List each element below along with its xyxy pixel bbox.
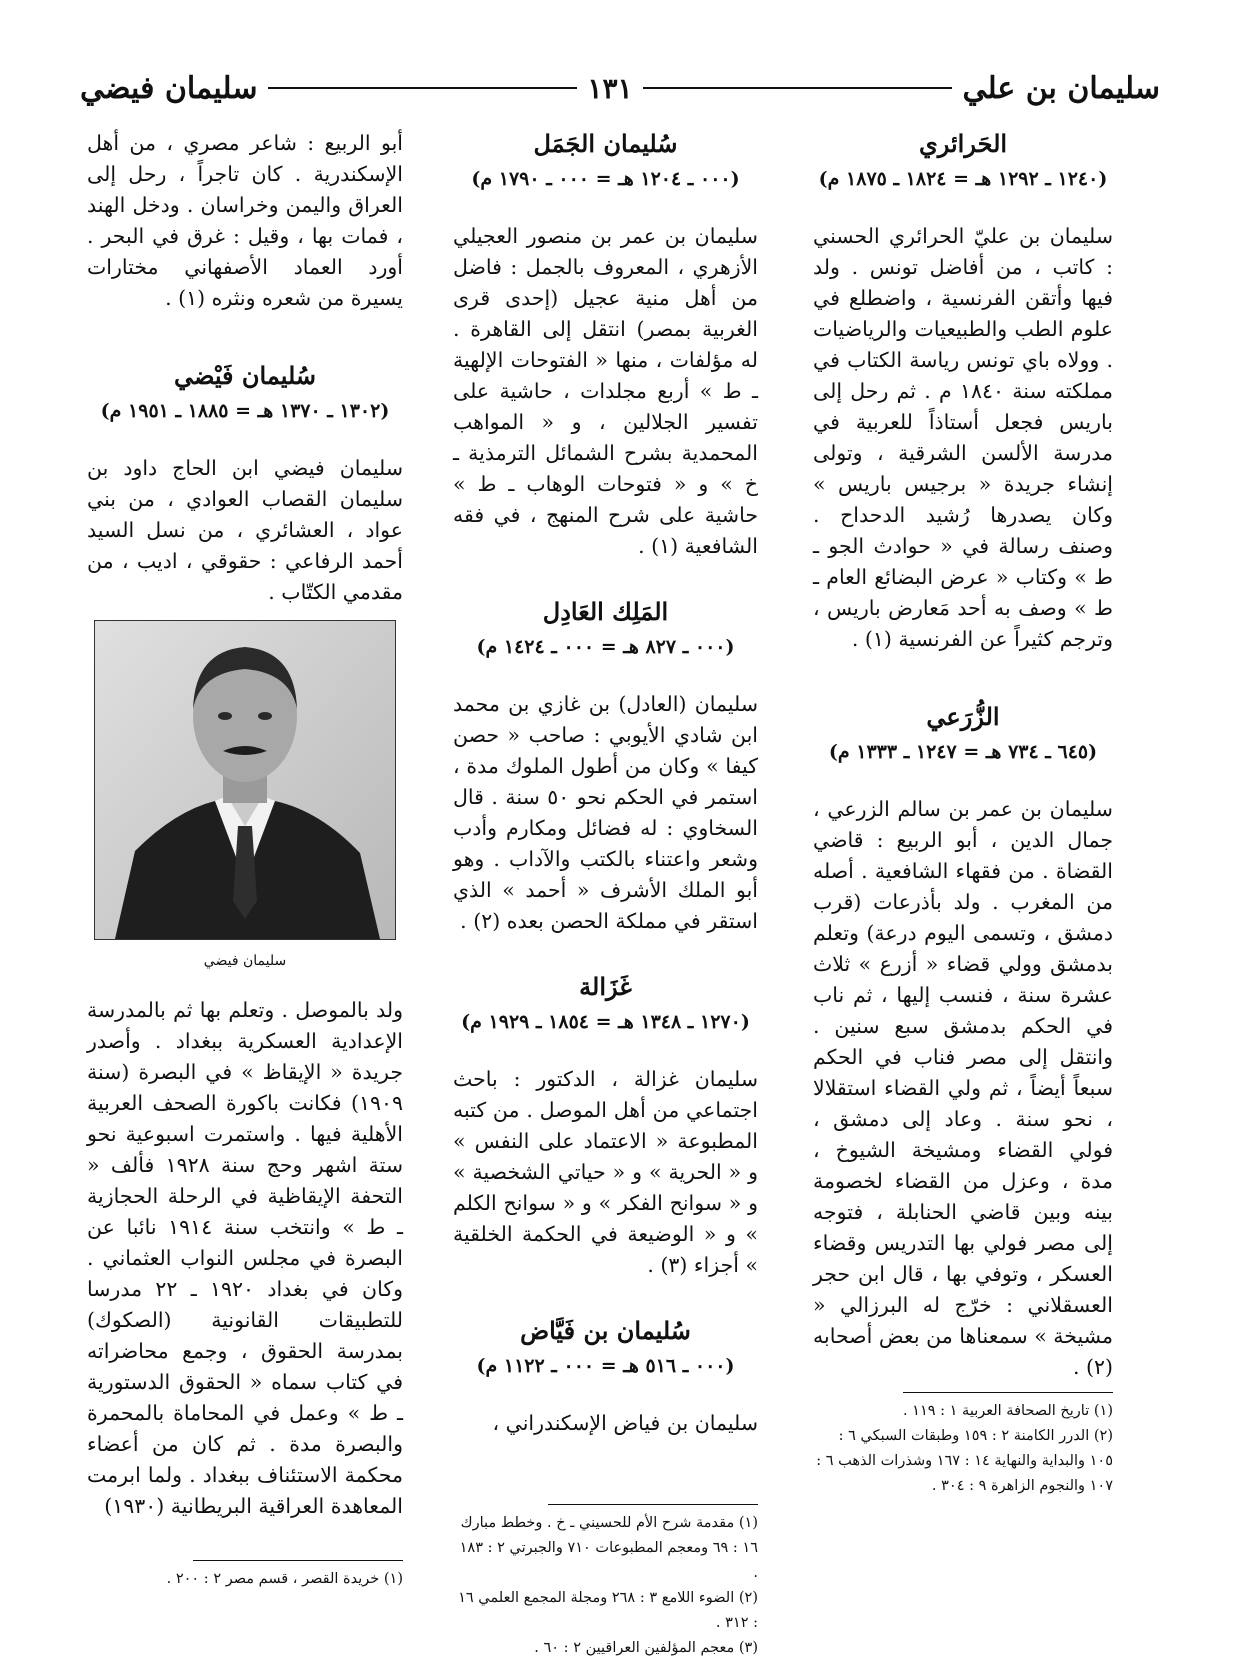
running-title-right: سليمان بن علي bbox=[962, 70, 1160, 106]
entry-title: الحَرائري bbox=[918, 129, 1008, 158]
entry-dates: (١٣٠٢ ـ ١٣٧٠ هـ = ١٨٨٥ ـ ١٩٥١ م) bbox=[100, 400, 390, 422]
entry-dates: (٦٤٥ ـ ٧٣٤ هـ = ١٢٤٧ ـ ١٣٣٣ م) bbox=[828, 741, 1098, 763]
portrait-caption: سليمان فيضي bbox=[203, 953, 287, 969]
middle-column bbox=[453, 128, 758, 1439]
header-rule bbox=[268, 87, 578, 89]
footnote-rule bbox=[193, 1560, 403, 1561]
entry-dates: (٠٠٠ ـ ٥١٦ هـ = ٠٠٠ ـ ١١٢٢ م) bbox=[476, 1355, 735, 1377]
entry-body: سليمان غزالة ، الدكتور : باحث اجتماعي من أهل الموصل . من كتبه المطبوعة « الاعتماد على النفس » و « الحرية » و « حياتي الشخصية » و « سوانح الفكر » و « سوانح الكلم » و « الوضيعة في الحكمة الخلقية » أجزاء (٣) . bbox=[453, 1067, 758, 1277]
entry-body: سليمان بن فياض الإسكندراني ، bbox=[492, 1411, 758, 1435]
entry-title: سُليمان الجَمَل bbox=[533, 129, 678, 158]
footnote: (١) خريدة القصر ، قسم مصر ٢ : ٢٠٠ . bbox=[166, 1571, 403, 1587]
footnotes-middle bbox=[453, 1504, 758, 1661]
entry-body: ولد بالموصل . وتعلم بها ثم بالمدرسة الإعدادية العسكرية ببغداد . وأصدر جريدة « الإيقاظ » في البصرة (سنة ١٩٠٩) فكانت باكورة الصحف العربية الأهلية فيها . واستمرت اسبوعية نحو ستة اشهر وحج سنة ١٩٢٨ فألف « التحفة الإيقاظية في الرحلة الحجازية ـ ط » وانتخب سنة ١٩١٤ نائبا عن البصرة في مجلس النواب العثماني . وكان في بغداد ١٩٢٠ ـ ٢٢ مدرسا للتطبيقات القانونية (الصكوك) بمدرسة الحقوق ، وجمع محاضراته في كتاب سماه « الحقوق الدستورية ـ ط » وعمل في المحاماة بالمحمرة والبصرة مدة . ثم كان من أعضاء محكمة الاستئناف ببغداد . ولما ابرمت المعاهدة العراقية البريطانية (١٩٣٠) bbox=[87, 998, 403, 1518]
footnotes-left bbox=[87, 1560, 403, 1592]
running-header bbox=[80, 68, 1160, 108]
footnote: (٢) الدرر الكامنة ٢ : ١٥٩ وطبقات السبكي ٦ : ١٠٥ والبداية والنهاية ١٤ : ١٦٧ وشذرات الذهب ٦ : ١٠٧ والنجوم الزاهرة ٩ : ٣٠٤ . bbox=[816, 1428, 1113, 1494]
footnote: (١) تاريخ الصحافة العربية ١ : ١١٩ . bbox=[902, 1403, 1113, 1419]
entry-dates: (١٢٤٠ ـ ١٢٩٢ هـ = ١٨٢٤ ـ ١٨٧٥ م) bbox=[818, 168, 1108, 190]
footnote: (٢) الضوء اللامع ٣ : ٢٦٨ ومجلة المجمع العلمي ١٦ : ٣١٢ . bbox=[458, 1590, 758, 1631]
footnote-rule bbox=[903, 1392, 1113, 1393]
page-number: ١٣١ bbox=[587, 71, 633, 105]
right-column bbox=[813, 128, 1113, 1383]
footnote: (١) مقدمة شرح الأم للحسيني ـ خ . وخطط مبارك ١٦ : ٦٩ ومعجم المطبوعات ٧١٠ والجبرتي ٢ : ١٨٣ . bbox=[459, 1515, 758, 1581]
entry-continuation: أبو الربيع : شاعر مصري ، من أهل الإسكندرية . كان تاجراً ، رحل إلى العراق واليمن وخراسان . ودخل الهند ، فمات بها ، وقيل : غرق في البحر . أورد العماد الأصفهاني مختارات يسيرة من شعره ونثره (١) . bbox=[87, 131, 403, 310]
entry-body: سليمان فيضي ابن الحاج داود بن سليمان القصاب العوادي ، من بني عواد ، العشائري ، من نسل السيد أحمد الرفاعي : حقوقي ، اديب ، من مقدمي الكتّاب . bbox=[87, 456, 403, 604]
entry-dates: (١٢٧٠ ـ ١٣٤٨ هـ = ١٨٥٤ ـ ١٩٢٩ م) bbox=[461, 1011, 750, 1033]
entry-title: المَلِك العَادِل bbox=[542, 597, 669, 626]
portrait-photo bbox=[94, 620, 396, 940]
entry-title: غَزَالة bbox=[579, 972, 632, 1001]
entry-body: سليمان بن عليّ الحرائري الحسني : كاتب ، من أفاضل تونس . ولد فيها وأتقن الفرنسية ، واضطلع في علوم الطب والطبيعيات والرياضيات . وولاه باي تونس رياسة الكتاب في مملكته سنة ١٨٤٠ م . ثم رحل إلى باريس فجعل أستاذاً للعربية في مدرسة الألسن الشرقية ، وتولى إنشاء جريدة « برجيس باريس » وكان يصدرها رُشيد الدحداح . وصنف رسالة في « حوادث الجو ـ ط » وكتاب « عرض البضائع العام ـ ط » وصف به أحد مَعارض باريس ، وترجم كثيراً عن الفرنسية (١) . bbox=[813, 224, 1113, 651]
header-rule bbox=[643, 87, 953, 89]
entry-body: سليمان بن عمر بن سالم الزرعي ، جمال الدين ، أبو الربيع : قاضي القضاة . من فقهاء الشافعية . أصله من المغرب . ولد بأذرعات (قرب دمشق ، وتسمى اليوم درعة) وتعلم بدمشق وولي قضاء « أزرع » ثلاث عشرة سنة ، فنسب إليها ، ثم ناب في الحكم بدمشق سبع سنين . وانتقل إلى مصر فناب في الحكم سبعاً أيضاً ، ثم ولي القضاء استقلالا ، نحو سنة . وعاد إلى دمشق ، فولي القضاء ومشيخة الشيوخ ، مدة ، وعزل من القضاء لخصومة بينه وبين قاضي الحنابلة ، فتوجه إلى مصر فولي بها التدريس وقضاء العسكر ، وتوفي بها ، قال ابن حجر العسقلاني : خرّج له البرزالي « مشيخة » سمعناها من بعض أصحابه (٢) . bbox=[813, 797, 1113, 1379]
entry-title: الزُّرَعي bbox=[926, 702, 1000, 731]
entry-body: سليمان (العادل) بن غازي بن محمد ابن شادي الأيوبي : صاحب « حصن كيفا » وكان من أطول الملوك مدة ، استمر في الحكم نحو ٥٠ سنة . قال السخاوي : له فضائل ومكارم وأدب وشعر واعتناء بالكتب والآداب . وهو أبو الملك الأشرف « أحمد » الذي استقر في مملكة الحصن بعده (٢) . bbox=[453, 692, 759, 933]
running-title-left: سليمان فيضي bbox=[80, 70, 258, 106]
entry-title: سُليمان فَيْضي bbox=[174, 361, 316, 390]
entry-dates: (٠٠٠ ـ ٨٢٧ هـ = ٠٠٠ ـ ١٤٢٤ م) bbox=[476, 636, 735, 658]
entry-dates: (٠٠٠ ـ ١٢٠٤ هـ = ٠٠٠ ـ ١٧٩٠ م) bbox=[471, 168, 740, 190]
portrait-image bbox=[95, 621, 395, 939]
entry-body: سليمان بن عمر بن منصور العجيلي الأزهري ، المعروف بالجمل : فاضل من أهل منية عجيل (إحدى قرى الغربية بمصر) انتقل إلى القاهرة . له مؤلفات ، منها « الفتوحات الإلهية ـ ط » أربع مجلدات ، حاشية على تفسير الجلالين ، و « المواهب المحمدية بشرح الشمائل الترمذية ـ خ » و « فتوحات الوهاب ـ ط » حاشية على شرح المنهج ، في فقه الشافعية (١) . bbox=[453, 224, 758, 558]
footnotes-right bbox=[813, 1392, 1113, 1499]
footnote: (٣) معجم المؤلفين العراقيين ٢ : ٦٠ . bbox=[534, 1640, 758, 1656]
entry-title: سُليمان بن فَيَّاض bbox=[520, 1316, 691, 1345]
left-column bbox=[87, 128, 403, 1522]
footnote-rule bbox=[548, 1504, 758, 1505]
